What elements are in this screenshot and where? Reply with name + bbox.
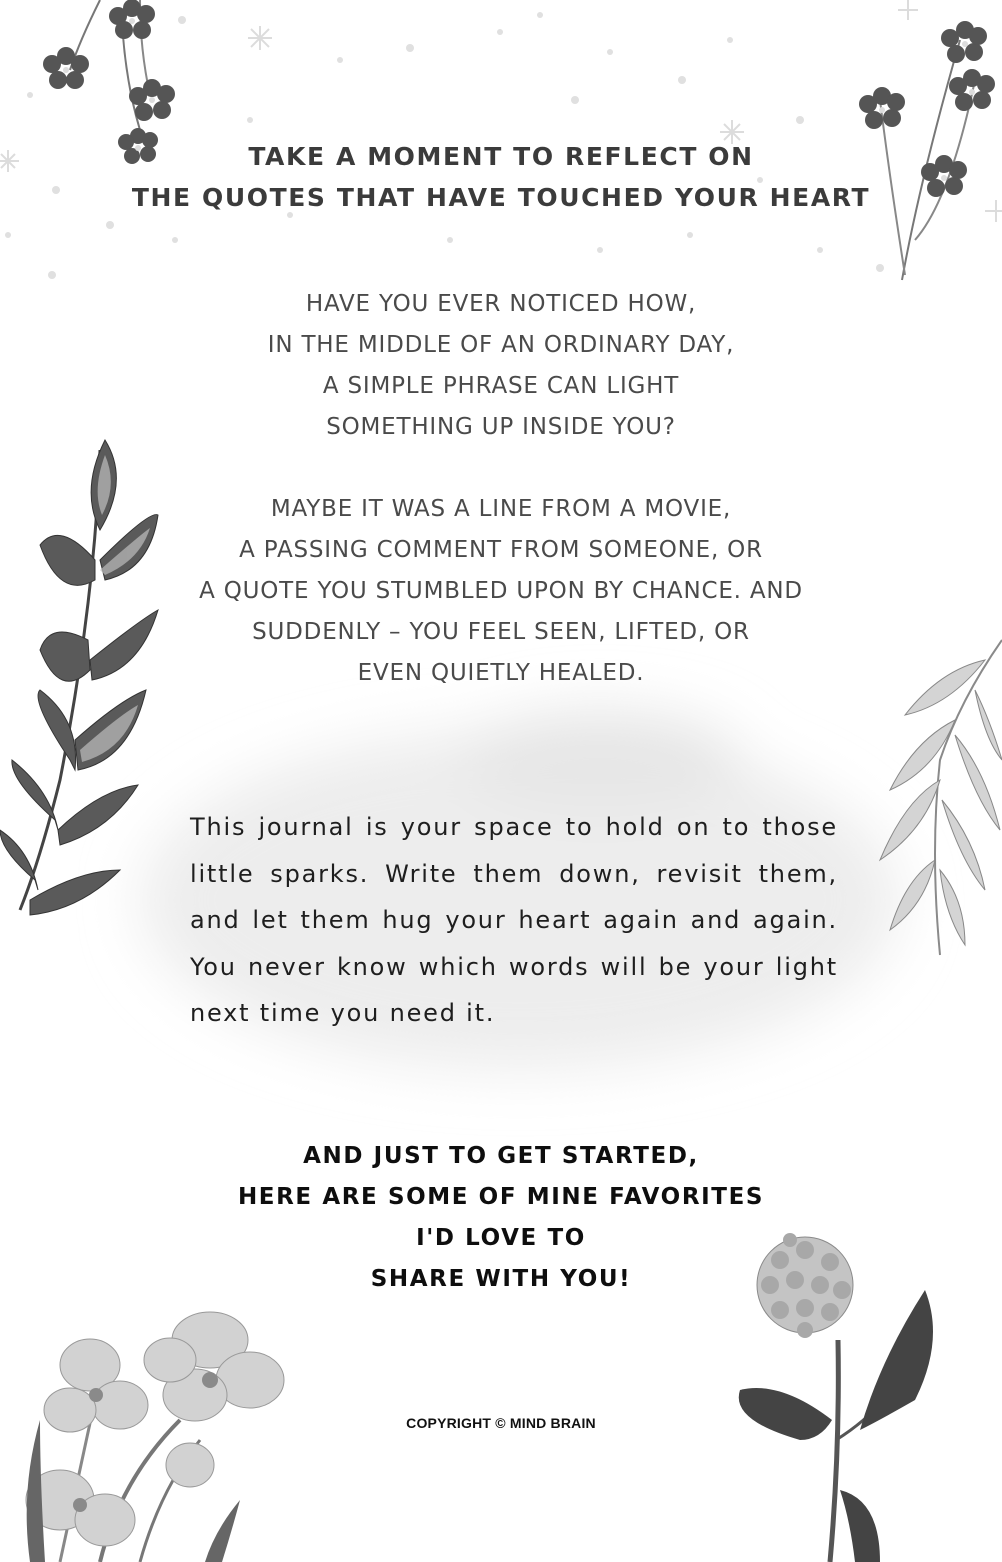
heading-line: TAKE A MOMENT TO REFLECT ON <box>248 142 754 171</box>
closing-line: HERE ARE SOME OF MINE FAVORITES <box>237 1184 765 1210</box>
intro-line: HAVE YOU EVER NOTICED HOW, <box>305 291 697 317</box>
closing-text <box>0 1136 1002 1300</box>
intro-line: EVEN QUIETLY HEALED. <box>357 660 645 686</box>
paragraph-gap <box>0 448 1002 489</box>
intro-line: MAYBE IT WAS A LINE FROM A MOVIE, <box>270 496 732 522</box>
closing-line: AND JUST TO GET STARTED, <box>303 1143 699 1169</box>
intro-line: SOMETHING UP INSIDE YOU? <box>326 414 676 440</box>
intro-line: SUDDENLY – YOU FEEL SEEN, LIFTED, OR <box>252 619 750 645</box>
copyright-notice: COPYRIGHT © MIND BRAIN <box>406 1415 596 1431</box>
page-heading <box>0 136 1002 218</box>
intro-line: IN THE MIDDLE OF AN ORDINARY DAY, <box>267 332 735 358</box>
intro-text <box>0 284 1002 694</box>
heading-line: THE QUOTES THAT HAVE TOUCHED YOUR HEART <box>131 183 871 212</box>
intro-line: A SIMPLE PHRASE CAN LIGHT <box>322 373 680 399</box>
journal-paragraph: This journal is your space to hold on to those little sparks. Write them down, revisit them, and let them hug your heart again and again. You never know which words will be your light next time you need it. <box>190 813 838 1028</box>
intro-line: A QUOTE YOU STUMBLED UPON BY CHANCE. AND <box>199 578 803 604</box>
intro-line: A PASSING COMMENT FROM SOMEONE, OR <box>239 537 763 563</box>
closing-line: SHARE WITH YOU! <box>370 1266 632 1292</box>
blossom-flowers-icon <box>26 1312 284 1562</box>
closing-line: I'D LOVE TO <box>416 1225 586 1251</box>
